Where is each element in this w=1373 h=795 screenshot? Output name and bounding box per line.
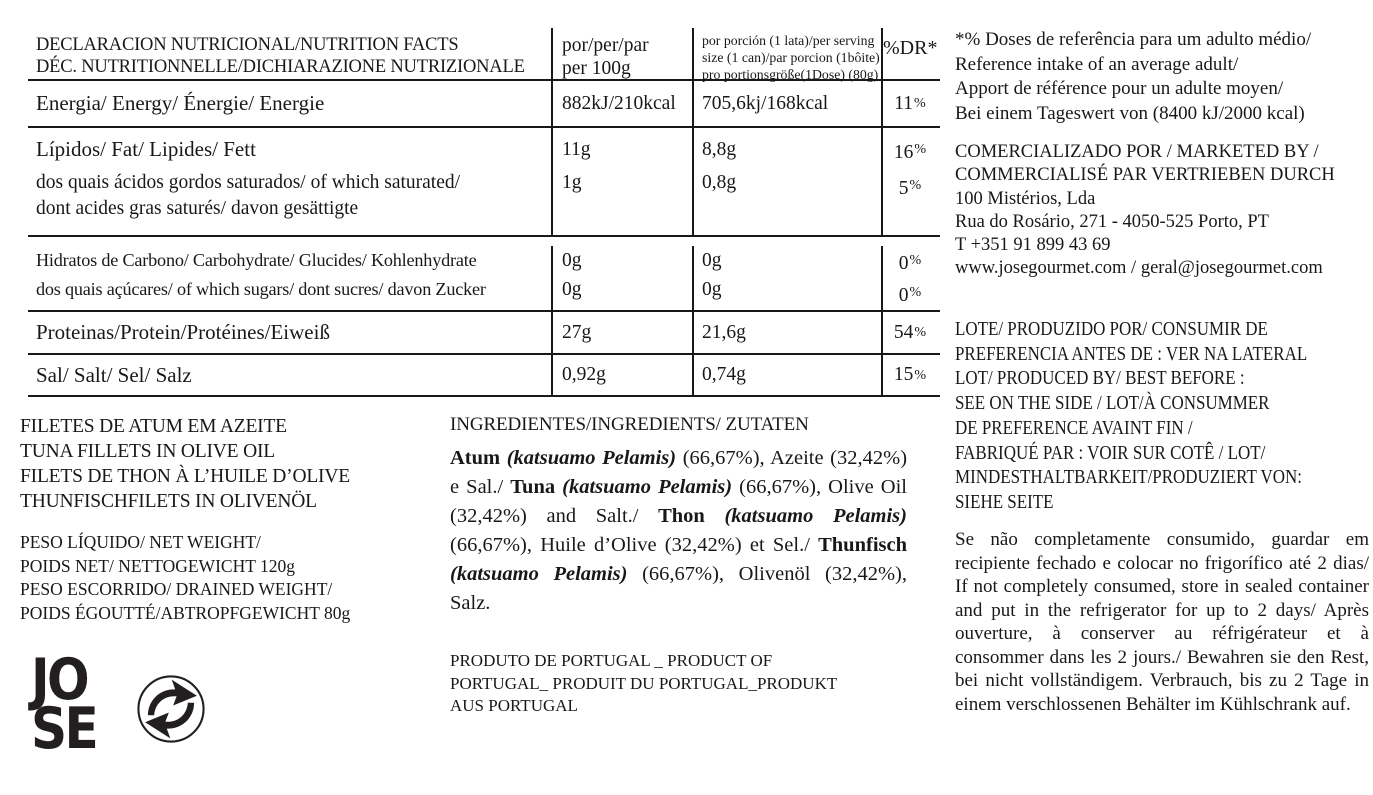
carbohydrate-per-serving: 0g <box>702 250 722 271</box>
sugars-label: dos quais açúcares/ of which sugars/ dont sucres/ davon Zucker <box>36 279 486 299</box>
saturated-per-serving: 0,8g <box>702 172 737 193</box>
energy-dr: 11 % <box>881 81 940 126</box>
col-header-per-serving: por porción (1 lata)/per serving size (1 can)/par porcion (1bôite) pro portionsgröße(1Dose) (80g) <box>692 28 881 83</box>
product-titles: FILETES DE ATUM EM AZEITE TUNA FILLETS IN OLIVE OIL FILETS DE THON À L’HUILE D’OLIVE THUNFISCHFILETS IN OLIVENÖL <box>20 416 350 512</box>
table-row-protein <box>28 312 940 355</box>
jose-logo <box>31 647 97 762</box>
fat-per-serving: 8,8g <box>702 139 737 160</box>
distributor-info: COMERCIALIZADO POR / MARKETED BY / COMMERCIALISÉ PAR VERTRIEBEN DURCH 100 Mistérios, Lda Rua do Rosário, 271 - 4050-525 Porto, PT T +351 91 899 43 69 www.josegourmet.com / geral@josegourmet.com <box>955 142 1335 279</box>
ingredients-text: Atum (katsuamo Pelamis) (66,67%), Azeite (32,42%) e Sal./ Tuna (katsuamo Pelamis) (66,67%), Olive Oil (32,42%) and Salt./ Thon (katsuamo Pelamis) (66,67%), Huile d’Olive (32,42%) et Sel./ Thunfisch (katsuamo Pelamis) (66,67%), Olivenöl (32,42%), Salz. <box>450 447 908 614</box>
nutrition-table <box>28 28 940 397</box>
sugars-dr: 0% <box>898 283 922 306</box>
protein-dr: 54 % <box>881 312 940 353</box>
table-header-row <box>28 28 940 81</box>
jose-logo-bottom: SE <box>31 696 97 762</box>
energy-label: Energia/ Energy/ Énergie/ Energie <box>36 91 325 115</box>
table-row-fat <box>28 128 940 237</box>
green-dot-icon <box>136 674 206 744</box>
salt-per-serving: 0,74g <box>692 355 881 395</box>
protein-label: Proteinas/Protein/Protéines/Eiweiß <box>36 320 330 344</box>
carbohydrate-per100: 0g <box>562 250 582 271</box>
country-of-origin: PRODUTO DE PORTUGAL _ PRODUCT OF PORTUGAL_ PRODUIT DU PORTUGAL_PRODUKT AUS PORTUGAL <box>450 651 838 715</box>
table-title <box>28 28 551 83</box>
carbohydrate-label: Hidratos de Carbono/ Carbohydrate/ Glucides/ Kohlenhydrate <box>36 250 477 270</box>
salt-per100: 0,92g <box>551 355 692 395</box>
table-title-line2: DÉC. NUTRITIONNELLE/DICHIARAZIONE NUTRIZIONALE <box>36 57 525 77</box>
sugars-per100: 0g <box>562 279 582 300</box>
reference-intake-note: *% Doses de referência para um adulto médio/ Reference intake of an average adult/ Apport de référence pour un adulte moyen/ Bei einem Tageswert von (8400 kJ/2000 kcal) <box>955 29 1312 124</box>
col-header-daily-reference: %DR* <box>881 28 940 83</box>
table-row-carbohydrate <box>28 237 940 312</box>
table-row-salt <box>28 355 940 397</box>
fat-dr: 16% <box>893 141 927 163</box>
net-drained-weight: PESO LÍQUIDO/ NET WEIGHT/ POIDS NET/ NETTOGEWICHT 120g PESO ESCORRIDO/ DRAINED WEIGHT/ POIDS ÉGOUTTÉ/ABTROPFGEWICHT 80g <box>20 532 351 623</box>
storage-instructions: Se não completamente consumido, guardar em recipiente fechado e colocar no frigorífico até 2 dias/ If not completely consumed, store in sealed container and put in the refrigerator for up to 2 days/ Après ouverture, à conserver au réfrigérateur et à consommer dans les 2 jours./ Bewahren sie den Rest, bei nicht vollständigem. Verbrauch, bis zu 2 Tage in einem verschlossenen Behälter im Kühlschrank auf. <box>955 529 1369 715</box>
sugars-per-serving: 0g <box>702 279 722 300</box>
jose-logo-top: JO <box>31 647 88 713</box>
saturated-per100: 1g <box>562 172 582 193</box>
salt-label: Sal/ Salt/ Sel/ Salz <box>36 362 192 387</box>
fat-per100: 11g <box>562 139 591 160</box>
salt-dr: 15 % <box>881 355 940 395</box>
saturated-dr: 5% <box>898 176 922 199</box>
carbohydrate-dr: 0% <box>898 252 922 274</box>
saturated-fat-label: dos quais ácidos gordos saturados/ of which saturated/ dont acides gras saturés/ davon gesättigte <box>36 172 461 219</box>
ingredients-block <box>450 414 907 618</box>
table-title-line1: DECLARACION NUTRICIONAL/NUTRITION FACTS <box>36 35 459 55</box>
energy-per100: 882kJ/210kcal <box>551 81 692 126</box>
protein-per100: 27g <box>551 312 692 353</box>
lot-best-before-info: LOTE/ PRODUZIDO POR/ CONSUMIR DE PREFERENCIA ANTES DE : VER NA LATERAL LOT/ PRODUCED BY/ BEST BEFORE : SEE ON THE SIDE / LOT/À CONSUMMER DE PREFERENCE AVAINT FIN / FABRIQUÉ PAR : VOIR SUR COTÊ / LOT/ MINDESTHALTBARKEIT/PRODUZIERT VON: SIEHE SEITE <box>955 319 1308 513</box>
table-row-energy <box>28 81 940 128</box>
protein-per-serving: 21,6g <box>692 312 881 353</box>
fat-label: Lípidos/ Fat/ Lipides/ Fett <box>36 137 256 161</box>
col-header-per-100g: por/per/par per 100g <box>551 28 692 83</box>
energy-per-serving: 705,6kj/168kcal <box>692 81 881 126</box>
ingredients-heading: INGREDIENTES/INGREDIENTS/ ZUTATEN <box>450 414 809 435</box>
